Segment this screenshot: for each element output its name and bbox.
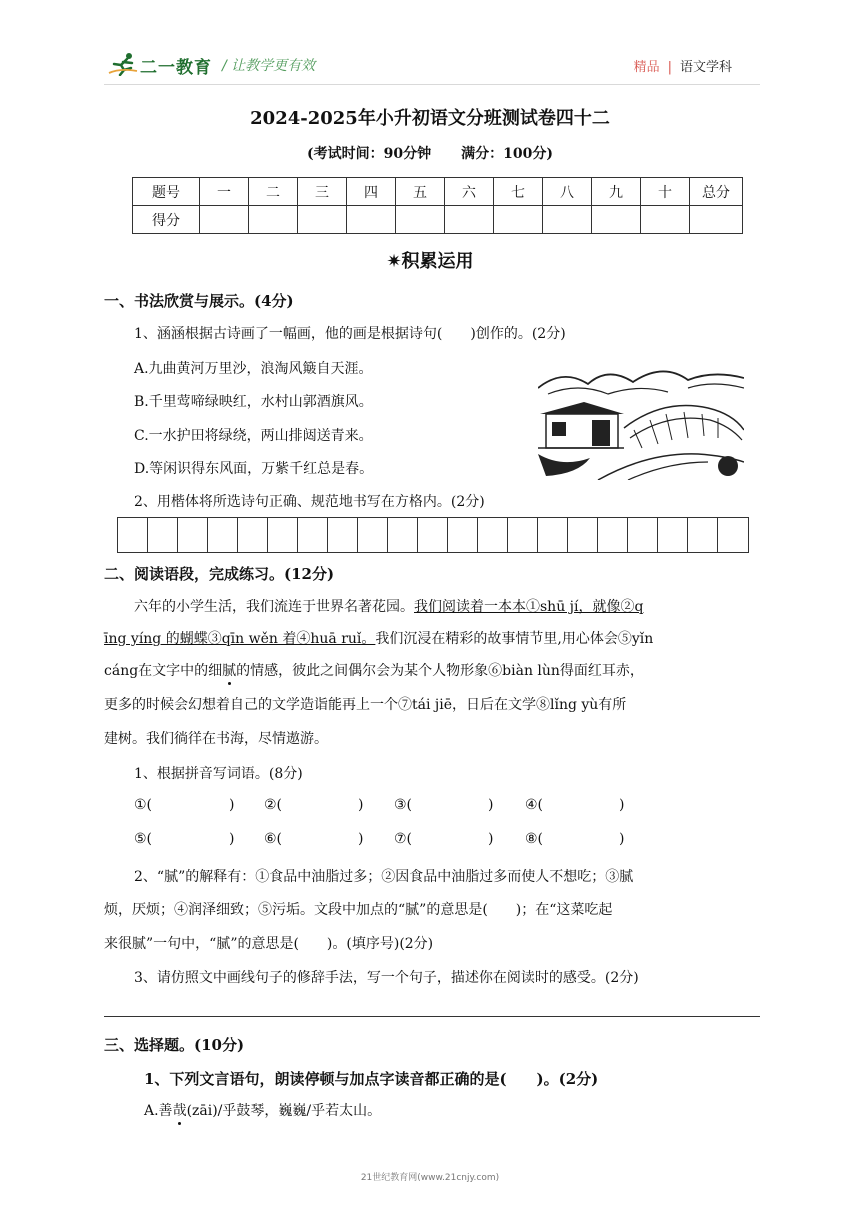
dotted-char: 腻 xyxy=(222,663,237,679)
table-cell: 五 xyxy=(396,178,445,206)
blank-4[interactable]: ④( xyxy=(525,797,544,813)
score-input-cell[interactable] xyxy=(298,206,347,234)
grid-cell[interactable] xyxy=(358,518,388,552)
q1-option-c: C.一水护田将绿绕，两山排闼送青来。 xyxy=(134,428,373,444)
blank-5[interactable]: ⑤( xyxy=(134,831,153,847)
q3-sub1: 1、下列文言语句，朗读停顿与加点字读音都正确的是( )。(2分) xyxy=(144,1070,599,1088)
blank-close: ) xyxy=(358,831,364,847)
table-cell: 二 xyxy=(249,178,298,206)
blank-3[interactable]: ③( xyxy=(394,797,413,813)
grid-cell[interactable] xyxy=(178,518,208,552)
blank-1[interactable]: ①( xyxy=(134,797,153,813)
exam-score: 满分：100分) xyxy=(461,146,553,162)
passage-line: 六年的小学生活，我们流连于世界名著花园。我们阅读着一本本①shū jí，就像②q xyxy=(134,599,644,615)
q1-option-d: D.等闲识得东风面，万紫千红总是春。 xyxy=(134,461,374,477)
table-cell: 七 xyxy=(494,178,543,206)
score-table xyxy=(132,177,743,234)
grid-cell[interactable] xyxy=(418,518,448,552)
table-cell: 九 xyxy=(592,178,641,206)
score-input-cell[interactable] xyxy=(249,206,298,234)
table-cell: 四 xyxy=(347,178,396,206)
table-cell: 总分 xyxy=(690,178,743,206)
grid-cell[interactable] xyxy=(328,518,358,552)
table-cell: 得分 xyxy=(133,206,200,234)
grid-cell[interactable] xyxy=(538,518,568,552)
page-title: 2024-2025年小升初语文分班测试卷四十二 xyxy=(250,108,610,129)
score-table-header-row xyxy=(133,178,743,206)
jingpin-label: 精品 xyxy=(633,60,660,75)
grid-cell[interactable] xyxy=(568,518,598,552)
q1-heading: 一、书法欣赏与展示。(4分) xyxy=(104,292,294,310)
q2-sub2-line: 来很腻”一句中，“腻”的意思是( )。(填序号)(2分) xyxy=(104,936,434,952)
q1-option-a: A.九曲黄河万里沙，浪淘风簸自天涯。 xyxy=(134,361,373,377)
grid-cell[interactable] xyxy=(598,518,628,552)
table-cell: 一 xyxy=(200,178,249,206)
blank-close: ) xyxy=(619,797,625,813)
grid-cell[interactable] xyxy=(448,518,478,552)
score-table-score-row xyxy=(133,206,743,234)
table-cell: 十 xyxy=(641,178,690,206)
writing-grid[interactable] xyxy=(117,517,749,553)
score-input-cell[interactable] xyxy=(347,206,396,234)
q2-sub1: 1、根据拼音写词语。(8分) xyxy=(134,766,303,782)
table-cell: 六 xyxy=(445,178,494,206)
grid-cell[interactable] xyxy=(688,518,718,552)
q1-sub2: 2、用楷体将所选诗句正确、规范地书写在方格内。(2分) xyxy=(134,494,485,510)
blank-7[interactable]: ⑦( xyxy=(394,831,413,847)
subject-label: 语文学科 xyxy=(679,60,732,75)
passage-line: 建树。我们徜徉在书海，尽情遨游。 xyxy=(104,731,328,747)
grid-cell[interactable] xyxy=(658,518,688,552)
blank-close: ) xyxy=(488,797,494,813)
passage-line: cáng在文字中的细腻的情感，彼此之间偶尔会为某个人物形象⑥biàn lùn得面红耳赤， xyxy=(104,663,644,679)
header-right xyxy=(634,56,732,75)
grid-cell[interactable] xyxy=(208,518,238,552)
blank-close: ) xyxy=(229,831,235,847)
logo-runner-icon xyxy=(108,52,138,76)
blank-close: ) xyxy=(229,797,235,813)
score-input-cell[interactable] xyxy=(396,206,445,234)
passage-line: 更多的时候会幻想着自己的文学造诣能再上一个⑦tái jiē，日后在文学⑧lǐng yù有所 xyxy=(104,697,627,713)
grid-cell[interactable] xyxy=(118,518,148,552)
slogan: / 让教学更有效 xyxy=(222,58,316,74)
grid-cell[interactable] xyxy=(298,518,328,552)
answer-line[interactable] xyxy=(104,1016,760,1017)
q2-sub2-line: 烦，厌烦；④润泽细致；⑤污垢。文段中加点的“腻”的意思是( )；在“这菜吃起 xyxy=(104,902,613,918)
score-input-cell[interactable] xyxy=(592,206,641,234)
blank-close: ) xyxy=(619,831,625,847)
q2-sub3: 3、请仿照文中画线句子的修辞手法，写一个句子，描述你在阅读时的感受。(2分) xyxy=(134,970,639,986)
exam-time: (考试时间：90分钟 xyxy=(307,146,432,162)
grid-cell[interactable] xyxy=(268,518,298,552)
dotted-char: 哉 xyxy=(172,1103,187,1119)
q1-sub1: 1、涵涵根据古诗画了一幅画，他的画是根据诗句( )创作的。(2分) xyxy=(134,326,566,342)
score-input-cell[interactable] xyxy=(445,206,494,234)
grid-cell[interactable] xyxy=(148,518,178,552)
footer: 21世纪教育网(www.21cnjy.com) xyxy=(360,1173,500,1183)
q3-heading: 三、选择题。(10分) xyxy=(104,1036,245,1054)
blank-close: ) xyxy=(358,797,364,813)
grid-cell[interactable] xyxy=(718,518,748,552)
q2-heading: 二、阅读语段，完成练习。(12分) xyxy=(104,565,335,583)
score-input-cell[interactable] xyxy=(543,206,592,234)
exam-info xyxy=(0,143,860,163)
score-input-cell[interactable] xyxy=(641,206,690,234)
grid-cell[interactable] xyxy=(238,518,268,552)
score-input-cell[interactable] xyxy=(200,206,249,234)
blank-6[interactable]: ⑥( xyxy=(264,831,283,847)
blank-close: ) xyxy=(488,831,494,847)
header-divider xyxy=(104,84,760,85)
q3-option-a: A.善哉(zāi)/乎鼓琴，巍巍/乎若太山。 xyxy=(144,1103,382,1119)
passage-line: īng yíng 的蝴蝶③qīn wěn 着④huā ruǐ。我们沉浸在精彩的故事情节里,用心体会⑤yǐn xyxy=(104,631,654,647)
score-input-cell[interactable] xyxy=(494,206,543,234)
table-cell: 三 xyxy=(298,178,347,206)
blank-8[interactable]: ⑧( xyxy=(525,831,544,847)
grid-cell[interactable] xyxy=(628,518,658,552)
table-cell: 题号 xyxy=(133,178,200,206)
header-separator: | xyxy=(667,60,672,75)
grid-cell[interactable] xyxy=(388,518,418,552)
score-input-cell[interactable] xyxy=(690,206,743,234)
q2-sub2-line: 2、“腻”的解释有：①食品中油脂过多；②因食品中油脂过多而使人不想吃；③腻 xyxy=(134,869,634,885)
blank-2[interactable]: ②( xyxy=(264,797,283,813)
table-cell: 八 xyxy=(543,178,592,206)
section-heading: ✷积累运用 xyxy=(386,251,474,272)
logo-text: 二一教育 xyxy=(140,58,212,78)
grid-cell[interactable] xyxy=(508,518,538,552)
landscape-illustration xyxy=(538,358,744,480)
q1-option-b: B.千里莺啼绿映红，水村山郭酒旗风。 xyxy=(134,394,373,410)
grid-cell[interactable] xyxy=(478,518,508,552)
